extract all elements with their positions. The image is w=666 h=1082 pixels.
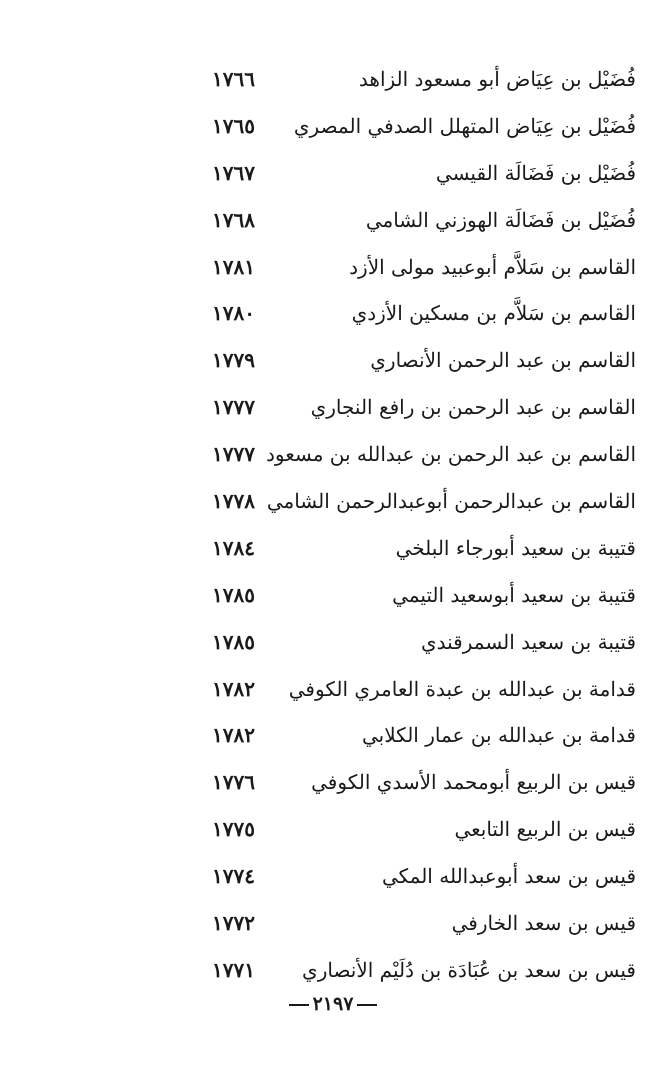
entry-name: قتيبة بن سعيد أبورجاء البلخي [395,535,636,560]
entry-name: قدامة بن عبدالله بن عبدة العامري الكوفي [288,676,636,701]
index-entry [0,574,666,621]
entry-number: ١٧٦٧ [212,160,255,185]
index-entry [0,668,666,715]
entry-number: ١٧٧٢ [212,911,255,936]
entry-number: ١٧٦٨ [212,207,255,232]
entry-number: ١٧٨١ [212,254,255,279]
index-entry [0,855,666,902]
entry-name: قدامة بن عبدالله بن عمار الكلابي [362,723,636,748]
index-entry [0,199,666,246]
entry-name: القاسم بن عبد الرحمن بن عبدالله بن مسعود [265,442,636,467]
entry-name: القاسم بن عبدالرحمن أبوعبدالرحمن الشامي [266,489,636,514]
entry-number: ١٧٨٥ [212,629,255,654]
index-entry [0,808,666,855]
entry-number: ١٧٨٥ [212,582,255,607]
index-entry [0,339,666,386]
entry-number: ١٧٦٥ [212,113,255,138]
entry-name: قتيبة بن سعيد أبوسعيد التيمي [392,582,636,607]
entry-name: قيس بن سعد أبوعبدالله المكي [381,864,636,889]
entry-name: القاسم بن سَلاَّم بن مسكين الأزدي [351,301,636,326]
entry-number: ١٧٨٤ [212,535,255,560]
index-entry [0,949,666,996]
entry-name: القاسم بن عبد الرحمن بن رافع النجاري [310,395,636,420]
entry-number: ١٧٦٦ [212,67,255,91]
index-entry [0,761,666,808]
entry-number: ١٧٧٤ [212,864,255,889]
page-number-dash-left [289,1004,309,1006]
entry-number: ١٧٧٥ [212,817,255,842]
entry-number: ١٧٧٧ [212,395,255,420]
index-entry [0,480,666,527]
entry-name: قتيبة بن سعيد السمرقندي [420,629,636,654]
index-entry [0,527,666,574]
index-entry-list [0,58,666,996]
entry-name: القاسم بن سَلاَّم أبوعبيد مولى الأزد [349,254,636,279]
entry-number: ١٧٨٠ [212,301,255,326]
index-entry [0,152,666,199]
entry-name: فُضَيْل بن عِيَاض المتهلل الصدفي المصري [293,113,636,138]
entry-number: ١٧٧١ [212,957,255,982]
entry-name: فُضَيْل بن فَضَالَة الهوزني الشامي [365,207,636,232]
index-entry [0,714,666,761]
index-entry [0,902,666,949]
entry-name: فُضَيْل بن فَضَالَة القيسي [435,160,636,185]
entry-number: ١٧٧٦ [212,770,255,795]
index-entry [0,386,666,433]
index-entry [0,433,666,480]
entry-name: قيس بن الربيع أبومحمد الأسدي الكوفي [311,770,636,795]
entry-name: فُضَيْل بن عِيَاض أبو مسعود الزاهد [358,67,636,91]
entry-number: ١٧٧٨ [212,489,255,514]
entry-name: قيس بن سعد بن عُبَادَة بن دُلَيْم الأنصاري [302,957,636,982]
entry-name: قيس بن سعد الخارفي [451,911,636,936]
entry-number: ١٧٨٢ [212,676,255,701]
entry-name: قيس بن الربيع التابعي [454,817,636,842]
page-number: ٢١٩٧ [312,993,354,1015]
entry-name: القاسم بن عبد الرحمن الأنصاري [370,348,636,373]
entry-number: ١٧٨٢ [212,723,255,748]
page-number-dash-right [357,1004,377,1006]
entry-number: ١٧٧٩ [212,348,255,373]
index-entry [0,621,666,668]
page-number-footer [0,990,666,1018]
index-entry [0,58,666,105]
entry-number: ١٧٧٧ [212,442,255,467]
index-entry [0,105,666,152]
index-entry [0,292,666,339]
index-entry [0,246,666,293]
